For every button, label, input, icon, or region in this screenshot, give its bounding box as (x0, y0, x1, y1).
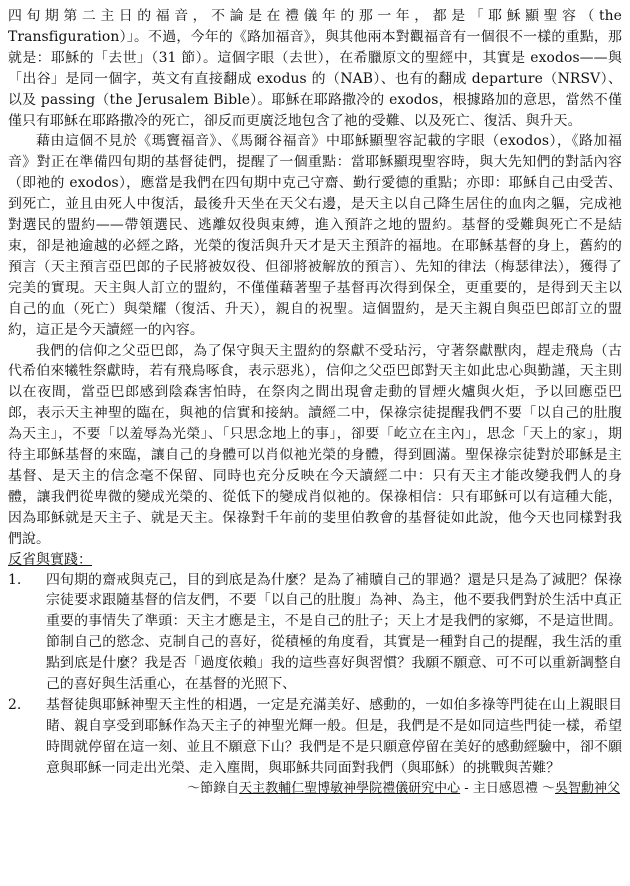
footer-middle: - 主日感恩禮 (460, 780, 542, 796)
reflection-item-number: 1. (8, 571, 22, 588)
reflection-heading: 反省與實踐： (8, 551, 92, 568)
footer-source: 天主教輔仁聖博敏神學院禮儀研究中心 (239, 780, 461, 796)
reflection-item-text: 基督徒與耶穌神聖天主性的相遇，一定是充滿美好、感動的，一如伯多祿等門徒在山上親眼目睹、親自享受到耶穌作為天主子的神聖光輝一般。但是，我們是不是如同這些門徒一樣，希望時間就停留在這一刻、並且不願意下山？我們是不是只願意停留在美好的感動經驗中，卻不願意與耶穌一同走出光榮、走入塵間，與耶穌共同面對我們（與耶穌）的挑戰與苦難？ (46, 697, 622, 776)
reflection-item-number: 2. (8, 697, 22, 713)
reflection-list (8, 570, 622, 779)
reflection-item-text: 四旬期的齋戒與克己，目的到底是為什麼？是為了補贖自己的罪過？還是只是為了減肥？保祿宗徒要求跟隨基督的信友們，不要「以自己的肚腹」為神、為主，他不要我們對於生活中真正重要的事情失了準頭：天主才應是主，不是自己的肚子；天上才是我們的家鄉，不是這世間。節制自己的慾念、克制自己的喜好，從積極的角度看，其實是一種對自己的提醒，我生活的重點到底是什麼？我是否「過度依賴」我的這些喜好與習慣？我願不願意、可不可以重新調整自己的喜好與生活重心，在基督的光照下、 (46, 571, 622, 693)
reflection-item (8, 570, 622, 695)
footer-prefix: ～節錄自 (187, 780, 240, 796)
paragraph-2: 藉由這個不見於《瑪竇福音》、《馬爾谷福音》中耶穌顯聖容記載的字眼（exodos），《路加福音》對正在準備四旬期的基督徒們，提醒了一個重點：當耶穌顯現聖容時，與大先知們的對話內容（即祂的 exodos），應當是我們在四旬期中克己守齋、勤行愛德的重點；亦即：耶穌自己由受苦、到死亡，並且由死人中復活，最後升天坐在天父右邊，是天主以自己降生居住的血肉之軀，完成祂對選民的盟約——帶領選民、逃離奴役與束縛，進入預許之地的盟約。基督的受難與死亡不是結束，卻是祂逾越的必經之路，光榮的復活與升天才是天主預許的福地。在耶穌基督的身上，舊約的預言（天主預言亞巴郎的子民將被奴役、但卻將被解放的預言）、先知的律法（梅瑟律法），獲得了完美的實現。天主與人訂立的盟約，不僅僅藉著聖子基督再次得到保全，更重要的，是得到天主以自己的血（死亡）與榮耀（復活、升天），親自的祝聖。這個盟約，是天主親自與亞巴郎訂立的盟約，這正是今天讀經一的內容。 (8, 133, 622, 338)
source-footer (8, 779, 622, 798)
footer-author-prefix: ～ (541, 780, 555, 796)
paragraph-1: 四旬期第二主日的福音，不論是在禮儀年的那一年，都是「耶穌顯聖容（the Transfiguration）」。不過，今年的《路加福音》，與其他兩本對觀福音有一個很不一樣的重點，那就是：耶穌的「去世」（31 節）。這個字眼（去世），在希臘原文的聖經中，其實是 exodos——與「出谷」是同一個字，英文有直接翻成 exodus 的（NAB）、也有的翻成 departure（NRSV）、以及 passing（the Jerusalem Bible）。耶穌在耶路撒冷的 exodos，根據路加的意思，當然不僅僅只有耶穌在耶路撒冷的死亡，卻反而更廣泛地包含了祂的受難、以及死亡、復活、與升天。 (8, 8, 622, 129)
reflection-item (8, 695, 622, 779)
footer-author: 吳智勳神父 (554, 780, 620, 796)
paragraph-3: 我們的信仰之父亞巴郎，為了保守與天主盟約的祭獻不受玷污，守著祭獻獸肉，趕走飛鳥（古代希伯來犧牲祭獻時，若有飛鳥啄食，表示惡兆），信仰之父亞巴郎對天主如此忠心與勤謹，天主則以在夜間，當亞巴郎感到陰森害怕時，在祭肉之間出現會走動的冒煙火爐與火炬，予以回應亞巴郎，表示天主神聖的臨在，與祂的信實和接納。讀經二中，保祿宗徒提醒我們不要「以自己的肚腹為天主」，不要「以羞辱為光榮」、「只思念地上的事」，卻要「屹立在主內」，思念「天上的家」，期待主耶穌基督的來臨，讓自己的身體可以肖似祂光榮的身體，得到圓滿。聖保祿宗徒對於耶穌是主基督、是天主的信念毫不保留、同時也充分反映在今天讀經二中：只有天主才能改變我們人的身體，讓我們從卑微的變成光榮的、從低下的變成肖似祂的。保祿相信：只有耶穌可以有這種大能，因為耶穌就是天主子、就是天主。保祿對千年前的斐里伯教會的基督徒如此說，他今天也同樣對我們說。 (8, 342, 622, 547)
